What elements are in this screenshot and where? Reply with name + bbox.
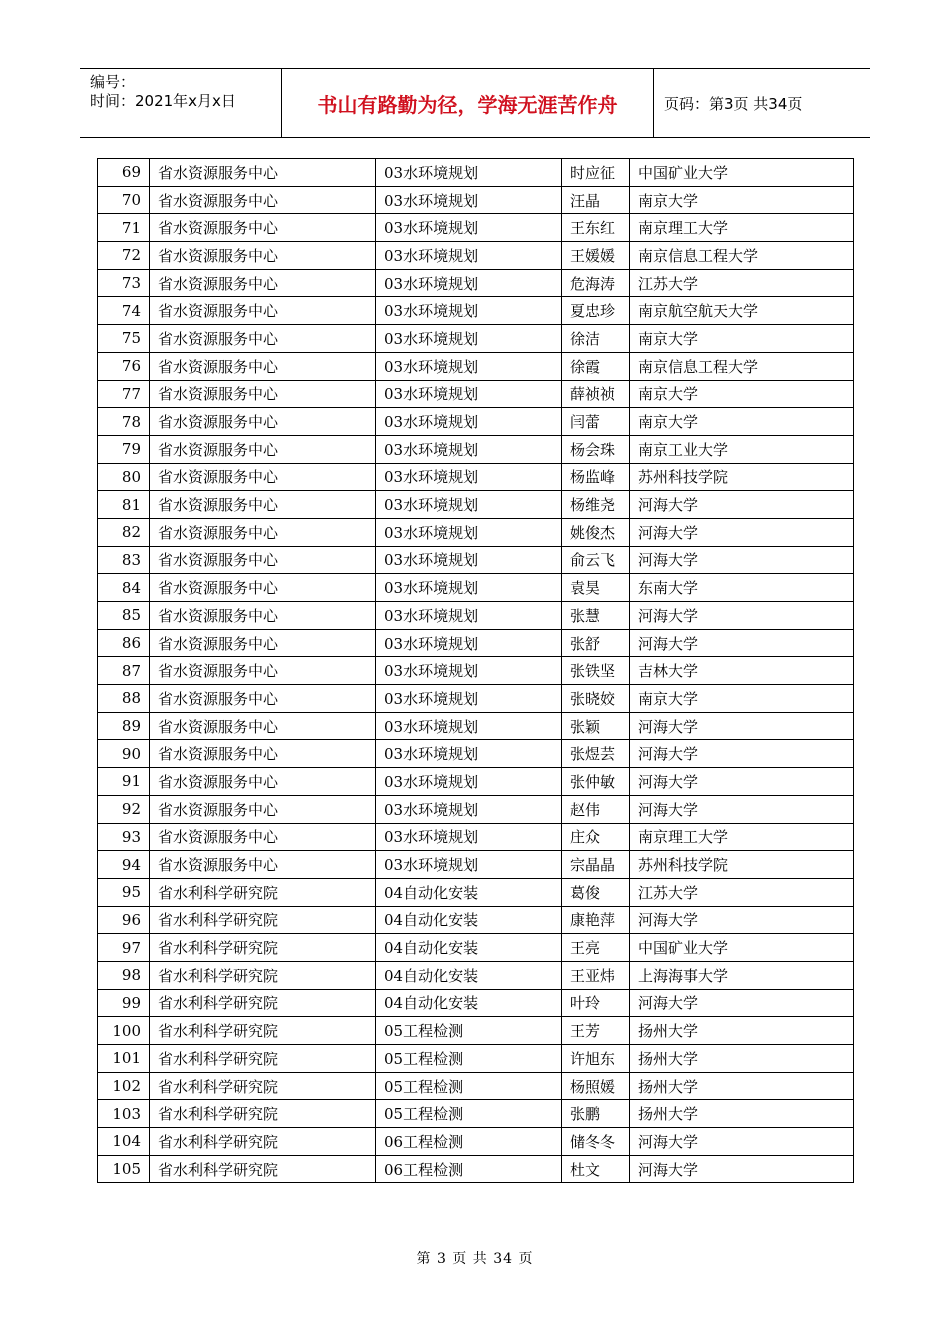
table-row bbox=[98, 1045, 854, 1073]
position-cell: 05工程检测 bbox=[376, 1100, 562, 1128]
row-index: 101 bbox=[98, 1045, 150, 1073]
row-index: 70 bbox=[98, 186, 150, 214]
university-cell: 河海大学 bbox=[630, 546, 854, 574]
university-cell: 河海大学 bbox=[630, 491, 854, 519]
employer-cell: 省水利科学研究院 bbox=[150, 1155, 376, 1183]
row-index: 86 bbox=[98, 629, 150, 657]
employer-cell: 省水利科学研究院 bbox=[150, 1072, 376, 1100]
position-cell: 03水环境规划 bbox=[376, 629, 562, 657]
university-cell: 河海大学 bbox=[630, 795, 854, 823]
row-index: 74 bbox=[98, 297, 150, 325]
university-cell: 南京大学 bbox=[630, 380, 854, 408]
employer-cell: 省水资源服务中心 bbox=[150, 823, 376, 851]
row-index: 76 bbox=[98, 352, 150, 380]
employer-cell: 省水资源服务中心 bbox=[150, 435, 376, 463]
row-index: 71 bbox=[98, 214, 150, 242]
university-cell: 南京大学 bbox=[630, 685, 854, 713]
position-cell: 03水环境规划 bbox=[376, 491, 562, 519]
name-cell: 姚俊杰 bbox=[562, 518, 630, 546]
employer-cell: 省水资源服务中心 bbox=[150, 685, 376, 713]
position-cell: 03水环境规划 bbox=[376, 269, 562, 297]
employer-cell: 省水资源服务中心 bbox=[150, 629, 376, 657]
name-cell: 王亚炜 bbox=[562, 961, 630, 989]
table-row bbox=[98, 934, 854, 962]
row-index: 102 bbox=[98, 1072, 150, 1100]
table-row bbox=[98, 214, 854, 242]
employer-cell: 省水利科学研究院 bbox=[150, 1045, 376, 1073]
table-row bbox=[98, 435, 854, 463]
table-row bbox=[98, 657, 854, 685]
employer-cell: 省水资源服务中心 bbox=[150, 325, 376, 353]
table-row bbox=[98, 546, 854, 574]
row-index: 105 bbox=[98, 1155, 150, 1183]
row-index: 103 bbox=[98, 1100, 150, 1128]
employer-cell: 省水资源服务中心 bbox=[150, 352, 376, 380]
position-cell: 03水环境规划 bbox=[376, 352, 562, 380]
table-row bbox=[98, 518, 854, 546]
university-cell: 南京信息工程大学 bbox=[630, 352, 854, 380]
row-index: 94 bbox=[98, 851, 150, 879]
university-cell: 河海大学 bbox=[630, 602, 854, 630]
name-cell: 时应征 bbox=[562, 159, 630, 187]
row-index: 99 bbox=[98, 989, 150, 1017]
name-cell: 张铁坚 bbox=[562, 657, 630, 685]
employer-cell: 省水资源服务中心 bbox=[150, 242, 376, 270]
position-cell: 06工程检测 bbox=[376, 1155, 562, 1183]
name-cell: 徐霞 bbox=[562, 352, 630, 380]
name-cell: 危海涛 bbox=[562, 269, 630, 297]
row-index: 81 bbox=[98, 491, 150, 519]
university-cell: 苏州科技学院 bbox=[630, 463, 854, 491]
table-row bbox=[98, 463, 854, 491]
university-cell: 中国矿业大学 bbox=[630, 159, 854, 187]
name-cell: 张仲敏 bbox=[562, 768, 630, 796]
row-index: 100 bbox=[98, 1017, 150, 1045]
university-cell: 河海大学 bbox=[630, 1128, 854, 1156]
row-index: 72 bbox=[98, 242, 150, 270]
name-cell: 康艳萍 bbox=[562, 906, 630, 934]
row-index: 96 bbox=[98, 906, 150, 934]
table-row bbox=[98, 159, 854, 187]
university-cell: 河海大学 bbox=[630, 768, 854, 796]
header-meta bbox=[80, 69, 282, 137]
position-cell: 03水环境规划 bbox=[376, 325, 562, 353]
university-cell: 上海海事大学 bbox=[630, 961, 854, 989]
university-cell: 南京理工大学 bbox=[630, 214, 854, 242]
row-index: 87 bbox=[98, 657, 150, 685]
position-cell: 03水环境规划 bbox=[376, 186, 562, 214]
employer-cell: 省水资源服务中心 bbox=[150, 740, 376, 768]
position-cell: 03水环境规划 bbox=[376, 685, 562, 713]
name-cell: 夏忠珍 bbox=[562, 297, 630, 325]
row-index: 75 bbox=[98, 325, 150, 353]
name-cell: 闫蕾 bbox=[562, 408, 630, 436]
university-cell: 中国矿业大学 bbox=[630, 934, 854, 962]
employer-cell: 省水利科学研究院 bbox=[150, 1100, 376, 1128]
employer-cell: 省水资源服务中心 bbox=[150, 574, 376, 602]
row-index: 82 bbox=[98, 518, 150, 546]
name-cell: 徐洁 bbox=[562, 325, 630, 353]
employer-cell: 省水利科学研究院 bbox=[150, 961, 376, 989]
employer-cell: 省水资源服务中心 bbox=[150, 269, 376, 297]
university-cell: 河海大学 bbox=[630, 740, 854, 768]
employer-cell: 省水资源服务中心 bbox=[150, 657, 376, 685]
table-row bbox=[98, 823, 854, 851]
position-cell: 04自动化安装 bbox=[376, 961, 562, 989]
position-cell: 05工程检测 bbox=[376, 1045, 562, 1073]
row-index: 90 bbox=[98, 740, 150, 768]
table-row bbox=[98, 795, 854, 823]
row-index: 69 bbox=[98, 159, 150, 187]
name-cell: 杨会珠 bbox=[562, 435, 630, 463]
table-row bbox=[98, 297, 854, 325]
table-row bbox=[98, 242, 854, 270]
row-index: 83 bbox=[98, 546, 150, 574]
university-cell: 扬州大学 bbox=[630, 1045, 854, 1073]
employer-cell: 省水资源服务中心 bbox=[150, 380, 376, 408]
position-cell: 03水环境规划 bbox=[376, 214, 562, 242]
position-cell: 03水环境规划 bbox=[376, 768, 562, 796]
table-row bbox=[98, 325, 854, 353]
time-label: 时间：2021年x月x日 bbox=[90, 92, 236, 110]
row-index: 77 bbox=[98, 380, 150, 408]
name-cell: 叶玲 bbox=[562, 989, 630, 1017]
university-cell: 扬州大学 bbox=[630, 1072, 854, 1100]
university-cell: 南京大学 bbox=[630, 186, 854, 214]
name-cell: 许旭东 bbox=[562, 1045, 630, 1073]
row-index: 92 bbox=[98, 795, 150, 823]
table-row bbox=[98, 574, 854, 602]
name-cell: 袁昊 bbox=[562, 574, 630, 602]
motto: 书山有路勤为径，学海无涯苦作舟 bbox=[282, 69, 654, 137]
name-cell: 王东红 bbox=[562, 214, 630, 242]
employer-cell: 省水利科学研究院 bbox=[150, 906, 376, 934]
university-cell: 河海大学 bbox=[630, 1155, 854, 1183]
employer-cell: 省水资源服务中心 bbox=[150, 408, 376, 436]
table-row bbox=[98, 629, 854, 657]
employer-cell: 省水资源服务中心 bbox=[150, 463, 376, 491]
row-index: 104 bbox=[98, 1128, 150, 1156]
page-footer: 第 3 页 共 34 页 bbox=[416, 1251, 534, 1267]
table-row bbox=[98, 685, 854, 713]
row-index: 95 bbox=[98, 878, 150, 906]
table-row bbox=[98, 1017, 854, 1045]
position-cell: 03水环境规划 bbox=[376, 546, 562, 574]
name-cell: 宗晶晶 bbox=[562, 851, 630, 879]
university-cell: 南京大学 bbox=[630, 325, 854, 353]
name-cell: 张晓姣 bbox=[562, 685, 630, 713]
university-cell: 南京信息工程大学 bbox=[630, 242, 854, 270]
name-cell: 汪晶 bbox=[562, 186, 630, 214]
name-cell: 张慧 bbox=[562, 602, 630, 630]
table-row bbox=[98, 1072, 854, 1100]
position-cell: 03水环境规划 bbox=[376, 851, 562, 879]
employer-cell: 省水利科学研究院 bbox=[150, 934, 376, 962]
position-cell: 03水环境规划 bbox=[376, 297, 562, 325]
name-cell: 庄众 bbox=[562, 823, 630, 851]
name-cell: 杨照媛 bbox=[562, 1072, 630, 1100]
employer-cell: 省水资源服务中心 bbox=[150, 768, 376, 796]
position-cell: 03水环境规划 bbox=[376, 602, 562, 630]
university-cell: 河海大学 bbox=[630, 906, 854, 934]
row-index: 89 bbox=[98, 712, 150, 740]
name-cell: 杜文 bbox=[562, 1155, 630, 1183]
position-cell: 03水环境规划 bbox=[376, 408, 562, 436]
name-cell: 杨维尧 bbox=[562, 491, 630, 519]
position-cell: 03水环境规划 bbox=[376, 242, 562, 270]
name-cell: 张鹏 bbox=[562, 1100, 630, 1128]
table-row bbox=[98, 380, 854, 408]
name-cell: 张颖 bbox=[562, 712, 630, 740]
table-row bbox=[98, 768, 854, 796]
university-cell: 江苏大学 bbox=[630, 269, 854, 297]
row-index: 80 bbox=[98, 463, 150, 491]
roster-body bbox=[98, 159, 854, 1183]
name-cell: 俞云飞 bbox=[562, 546, 630, 574]
table-row bbox=[98, 1100, 854, 1128]
row-index: 91 bbox=[98, 768, 150, 796]
position-cell: 05工程检测 bbox=[376, 1017, 562, 1045]
university-cell: 河海大学 bbox=[630, 712, 854, 740]
university-cell: 河海大学 bbox=[630, 518, 854, 546]
university-cell: 扬州大学 bbox=[630, 1017, 854, 1045]
table-row bbox=[98, 1128, 854, 1156]
row-index: 97 bbox=[98, 934, 150, 962]
code-label: 编号： bbox=[90, 73, 136, 91]
employer-cell: 省水利科学研究院 bbox=[150, 989, 376, 1017]
employer-cell: 省水利科学研究院 bbox=[150, 878, 376, 906]
row-index: 85 bbox=[98, 602, 150, 630]
university-cell: 东南大学 bbox=[630, 574, 854, 602]
table-row bbox=[98, 408, 854, 436]
position-cell: 03水环境规划 bbox=[376, 159, 562, 187]
employer-cell: 省水资源服务中心 bbox=[150, 851, 376, 879]
page-header bbox=[80, 68, 870, 138]
position-cell: 03水环境规划 bbox=[376, 574, 562, 602]
position-cell: 06工程检测 bbox=[376, 1128, 562, 1156]
university-cell: 吉林大学 bbox=[630, 657, 854, 685]
position-cell: 03水环境规划 bbox=[376, 712, 562, 740]
employer-cell: 省水资源服务中心 bbox=[150, 602, 376, 630]
table-row bbox=[98, 851, 854, 879]
employer-cell: 省水资源服务中心 bbox=[150, 491, 376, 519]
employer-cell: 省水资源服务中心 bbox=[150, 546, 376, 574]
row-index: 98 bbox=[98, 961, 150, 989]
university-cell: 南京工业大学 bbox=[630, 435, 854, 463]
university-cell: 南京航空航天大学 bbox=[630, 297, 854, 325]
name-cell: 王亮 bbox=[562, 934, 630, 962]
position-cell: 04自动化安装 bbox=[376, 906, 562, 934]
row-index: 73 bbox=[98, 269, 150, 297]
row-index: 84 bbox=[98, 574, 150, 602]
row-index: 88 bbox=[98, 685, 150, 713]
name-cell: 赵伟 bbox=[562, 795, 630, 823]
table-row bbox=[98, 602, 854, 630]
table-row bbox=[98, 989, 854, 1017]
employer-cell: 省水资源服务中心 bbox=[150, 518, 376, 546]
row-index: 79 bbox=[98, 435, 150, 463]
position-cell: 03水环境规划 bbox=[376, 795, 562, 823]
name-cell: 杨监峰 bbox=[562, 463, 630, 491]
table-row bbox=[98, 712, 854, 740]
table-row bbox=[98, 186, 854, 214]
position-cell: 04自动化安装 bbox=[376, 878, 562, 906]
table-row bbox=[98, 740, 854, 768]
table-row bbox=[98, 878, 854, 906]
employer-cell: 省水资源服务中心 bbox=[150, 712, 376, 740]
position-cell: 03水环境规划 bbox=[376, 518, 562, 546]
name-cell: 王芳 bbox=[562, 1017, 630, 1045]
university-cell: 江苏大学 bbox=[630, 878, 854, 906]
university-cell: 南京大学 bbox=[630, 408, 854, 436]
row-index: 78 bbox=[98, 408, 150, 436]
position-cell: 03水环境规划 bbox=[376, 463, 562, 491]
table-row bbox=[98, 961, 854, 989]
position-cell: 03水环境规划 bbox=[376, 657, 562, 685]
employer-cell: 省水资源服务中心 bbox=[150, 297, 376, 325]
name-cell: 张舒 bbox=[562, 629, 630, 657]
university-cell: 南京理工大学 bbox=[630, 823, 854, 851]
name-cell: 储冬冬 bbox=[562, 1128, 630, 1156]
roster-table bbox=[97, 158, 854, 1183]
name-cell: 王媛媛 bbox=[562, 242, 630, 270]
university-cell: 河海大学 bbox=[630, 989, 854, 1017]
employer-cell: 省水利科学研究院 bbox=[150, 1128, 376, 1156]
university-cell: 扬州大学 bbox=[630, 1100, 854, 1128]
employer-cell: 省水利科学研究院 bbox=[150, 1017, 376, 1045]
position-cell: 03水环境规划 bbox=[376, 823, 562, 851]
employer-cell: 省水资源服务中心 bbox=[150, 214, 376, 242]
employer-cell: 省水资源服务中心 bbox=[150, 795, 376, 823]
university-cell: 苏州科技学院 bbox=[630, 851, 854, 879]
position-cell: 03水环境规划 bbox=[376, 435, 562, 463]
employer-cell: 省水资源服务中心 bbox=[150, 159, 376, 187]
name-cell: 张煜芸 bbox=[562, 740, 630, 768]
name-cell: 薛祯祯 bbox=[562, 380, 630, 408]
position-cell: 05工程检测 bbox=[376, 1072, 562, 1100]
university-cell: 河海大学 bbox=[630, 629, 854, 657]
position-cell: 04自动化安装 bbox=[376, 934, 562, 962]
position-cell: 03水环境规划 bbox=[376, 740, 562, 768]
name-cell: 葛俊 bbox=[562, 878, 630, 906]
table-row bbox=[98, 269, 854, 297]
table-row bbox=[98, 352, 854, 380]
page-label: 页码：第3页 共34页 bbox=[664, 94, 803, 113]
table-row bbox=[98, 1155, 854, 1183]
table-row bbox=[98, 906, 854, 934]
position-cell: 04自动化安装 bbox=[376, 989, 562, 1017]
row-index: 93 bbox=[98, 823, 150, 851]
table-row bbox=[98, 491, 854, 519]
employer-cell: 省水资源服务中心 bbox=[150, 186, 376, 214]
position-cell: 03水环境规划 bbox=[376, 380, 562, 408]
